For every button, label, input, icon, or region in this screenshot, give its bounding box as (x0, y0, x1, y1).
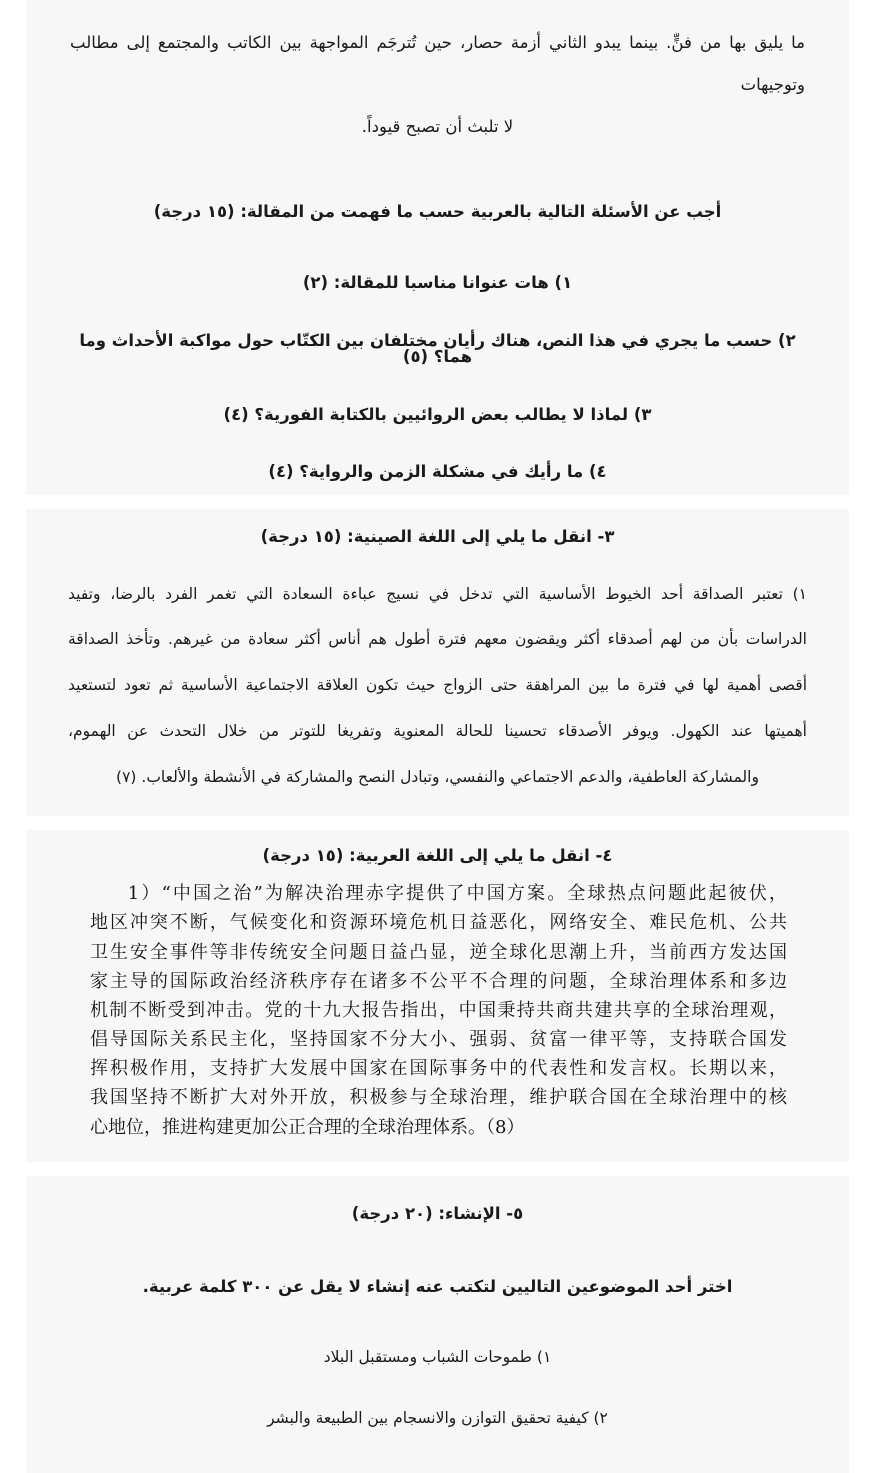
question-item-1: ١) هات عنوانا مناسبا للمقالة: (٢) (302, 273, 573, 293)
section-four-chinese-paragraph (26, 879, 849, 1141)
essay-topic-1: ١) طموحات الشباب ومستقبل البلاد (323, 1347, 552, 1366)
spacer (26, 1223, 849, 1277)
chinese-line-4: 家主导的国际政治经济秩序存在诸多不公平不合理的问题，全球治理体系和多边 (90, 970, 787, 992)
section-comprehension-block (26, 0, 849, 495)
chinese-line-5: 机制不断受到冲击。党的十九大报告指出，中国秉持共商共建共享的全球治理观， (90, 999, 787, 1021)
section-three-heading: ٣- انقل ما يلي إلى اللغة الصينية: (١٥ درجة) (260, 526, 615, 546)
spacer (70, 366, 805, 407)
section-five-heading: ٥- الإنشاء: (٢٠ درجة) (351, 1203, 524, 1223)
chinese-line-6: 倡导国际关系民主化，坚持国家不分大小、强弱、贫富一律平等，支持联合国发 (90, 1029, 787, 1051)
section-three-line-1: ١) تعتبر الصداقة أحد الخيوط الأساسية التي تدخل في نسيج عباءة السعادة التي تغمر الفرد بالرضا، وتفيد (68, 584, 807, 603)
spacer (26, 546, 849, 572)
chinese-line-8: 我国坚持不断扩大对外开放，积极参与全球治理，维护联合国在全球治理中的核 (90, 1087, 787, 1109)
section-three-paragraph (26, 572, 849, 801)
section-four-block (26, 830, 849, 1161)
question-item-2: ٢) حسب ما يجري في هذا النص، هناك رأيان مختلفان بين الكتّاب حول مواكبة الأحداث وما هما؟ (٥) (79, 330, 796, 367)
spacer (26, 221, 849, 275)
spacer (26, 1365, 849, 1411)
spacer (26, 1296, 849, 1350)
chinese-line-7: 挥积极作用，支持扩大发展中国家在国际事务中的代表性和发言权。长期以来， (90, 1058, 787, 1080)
section-three-line-3: أقصى أهمية لها في فترة ما بين المراهقة حتى الزواج حيث تكون العلاقة الاجتماعية الأساسية ثم تعود لتستعيد (68, 676, 807, 695)
spacer (70, 423, 805, 464)
chinese-line-9: 心地位，推进构建更加公正合理的全球治理体系。（8） (90, 1116, 525, 1138)
question-item-3: ٣) لماذا لا يطالب بعض الروائيين بالكتابة الفورية؟ (٤) (223, 404, 652, 424)
section-five-subheading: اختر أحد الموضوعين التاليين لتكتب عنه إنشاء لا يقل عن ٣٠٠ كلمة عربية. (142, 1276, 733, 1296)
section-three-line-5: والمشاركة العاطفية، والدعم الاجتماعي والنفسي، وتبادل النصح والمشاركة في الأنشطة والألعاب. (٧) (116, 767, 759, 786)
spacer (70, 292, 805, 333)
section-four-heading: ٤- انقل ما يلي إلى اللغة العربية: (١٥ درجة) (262, 846, 613, 866)
question-item-4: ٤) ما رأيك في مشكلة الزمن والرواية؟ (٤) (268, 462, 607, 482)
chinese-line-2: 地区冲突不断，气候变化和资源环境危机日益恶化，网络安全、难民危机、公共 (90, 912, 787, 934)
intro-line-1: ما يليق بها من فنٍّ. بينما يبدو الثاني أزمة حصار، حين تُترجَم المواجهة بين الكاتب والمجتمع إلى مطالب وتوجيهات (70, 33, 805, 95)
section-three-block (26, 509, 849, 817)
intro-paragraph (26, 8, 849, 148)
section-three-line-2: الدراسات بأن من لهم أصدقاء أكثر ويقضون معهم فترة أطول هم أناس أكثر سعادة من غيرهم. وتأخذ الصداقة (68, 630, 807, 649)
comprehension-instruction: أجب عن الأسئلة التالية بالعربية حسب ما فهمت من المقالة: (١٥ درجة) (153, 202, 722, 222)
spacer (26, 865, 849, 879)
chinese-line-3: 卫生安全事件等非传统安全问题日益凸显，逆全球化思潮上升，当前西方发达国 (90, 941, 787, 963)
section-five-block (26, 1176, 849, 1473)
essay-topic-2: ٢) كيفية تحقيق التوازن والانسجام بين الطبيعة والبشر (267, 1409, 608, 1428)
section-three-line-4: أهميتها عند الكهول. ويوفر الأصدقاء تحسينا للحالة المعنوية وتفريغا للتوتر من خلال التحدث عن الهموم، (68, 721, 807, 740)
question-list (26, 275, 849, 481)
spacer (26, 148, 849, 202)
intro-line-2: لا تلبث أن تصبح قيوداً. (361, 117, 514, 137)
chinese-line-1: 1）“中国之治”为解决治理赤字提供了中国方案。全球热点问题此起彼伏， (127, 883, 787, 905)
